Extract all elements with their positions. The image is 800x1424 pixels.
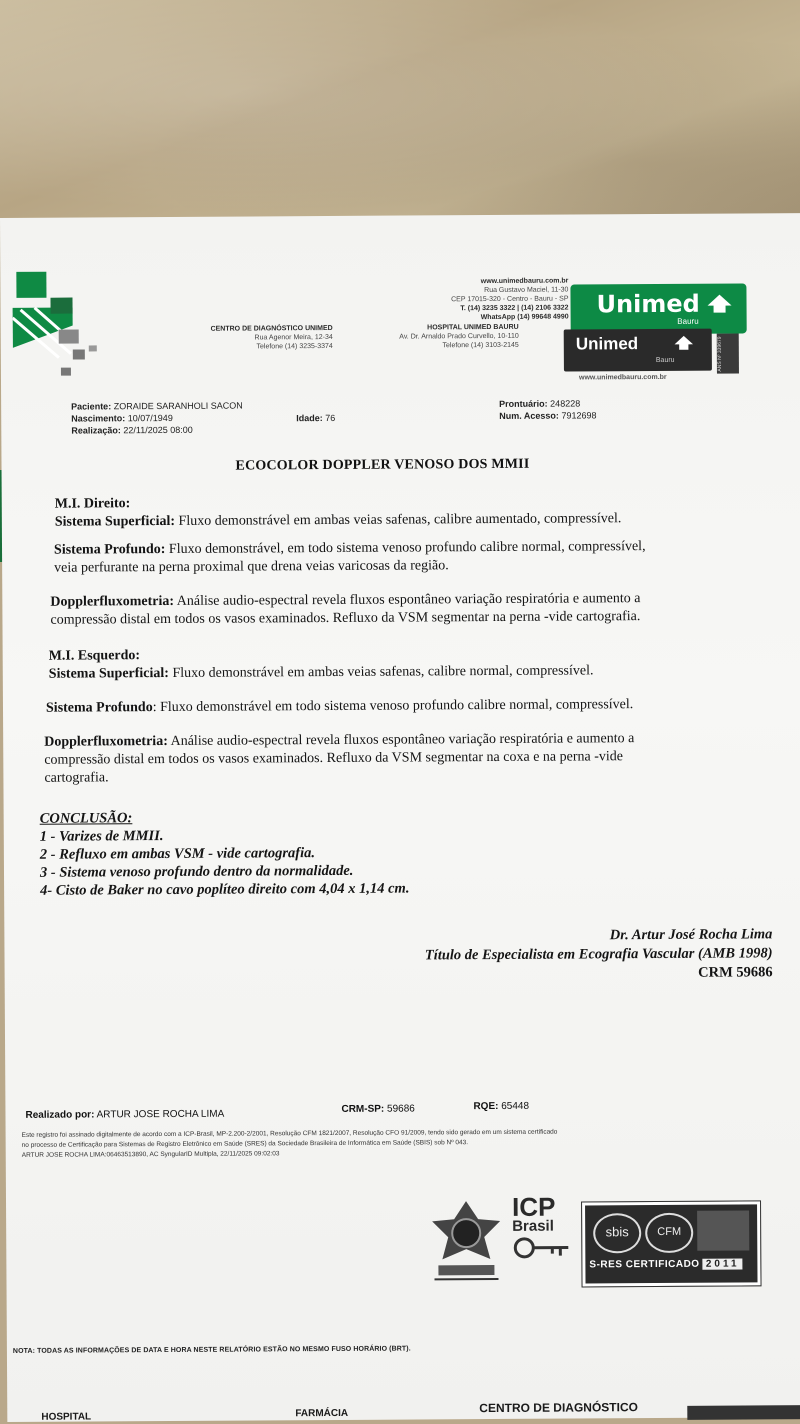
header-cep: CEP 17015-320 - Centro - Bauru - SP <box>380 295 568 305</box>
crm-sp <box>341 1103 414 1114</box>
performed-by-name: ARTUR JOSE ROCHA LIMA <box>97 1109 225 1121</box>
report-title: ECOCOLOR DOPPLER VENOSO DOS MMII <box>235 457 529 475</box>
doctor-crm: CRM 59686 <box>425 963 773 984</box>
left-doppler-text-3: cartografia. <box>44 770 108 785</box>
bottom-label-diagnostic-center: CENTRO DE DIAGNÓSTICO <box>479 1400 638 1415</box>
header-whatsapp: WhatsApp (14) 99648 4990 <box>381 313 569 323</box>
right-deep-label: Sistema Profundo: <box>54 542 165 558</box>
unimed-tree-icon <box>706 294 732 314</box>
patient-name-label: Paciente: <box>71 401 111 411</box>
legal-line-1: Este registro foi assinado digitalmente de acordo com a ICP-Brasil, MP-2.200-2/2001, Resolução CFM 1821/2007, Resolução CFO 91/2009, tendo sido gerado em um sistema certificado <box>22 1126 742 1140</box>
rqe <box>473 1101 529 1112</box>
crm-sp-label: CRM-SP: <box>341 1104 384 1115</box>
hospital-block <box>345 323 519 351</box>
patient-age: 76 <box>325 413 335 423</box>
record-label: Prontuário: <box>499 399 548 409</box>
icp-seal-bottom: Brasil <box>512 1218 590 1234</box>
left-superficial-text: Fluxo demonstrável em ambas veias safenas, calibre normal, compressível. <box>169 663 594 681</box>
hospital-address: Av. Dr. Arnaldo Prado Curvello, 10-110 <box>345 332 519 342</box>
crm-sp-value: 59686 <box>387 1103 415 1114</box>
header-phone: T. (14) 3235 3322 | (14) 2106 3322 <box>381 304 569 314</box>
left-deep-label: Sistema Profundo <box>46 700 153 716</box>
conclusion-heading: CONCLUSÃO: <box>40 808 409 828</box>
sbis-logo: sbis <box>593 1213 641 1253</box>
patient-age-row <box>296 413 335 423</box>
icp-brasil-seal <box>512 1194 591 1286</box>
left-doppler-section <box>44 730 634 788</box>
right-deep-text-1: Fluxo demonstrável, em todo sistema venoso profundo calibre normal, compressível, <box>165 539 645 557</box>
bottom-label-hospital: HOSPITAL <box>41 1411 91 1422</box>
hospital-name: HOSPITAL UNIMED BAURU <box>345 323 519 333</box>
icp-seal-top: ICP <box>512 1194 590 1218</box>
ans-strip: ANS Nº 339679 <box>717 333 739 373</box>
right-leg-section <box>55 492 622 531</box>
patient-name-row <box>71 401 243 412</box>
unimed-brand-badge <box>570 283 746 334</box>
left-leg-section <box>49 644 594 683</box>
conclusion-item: 1 - Varizes de MMII. <box>40 826 409 846</box>
exam-date: 22/11/2025 08:00 <box>123 425 192 435</box>
countertop-background <box>0 0 800 232</box>
right-leg-heading: M.I. Direito: <box>55 496 131 511</box>
cfm-logo: CFM <box>645 1213 693 1253</box>
certificate-detail-box <box>697 1210 749 1250</box>
patient-name: ZORAIDE SARANHOLI SACON <box>114 401 243 412</box>
cdu-phone: Telefone (14) 3235-3374 <box>161 342 333 352</box>
header-website: www.unimedbauru.com.br <box>380 277 568 287</box>
header-website-secondary: www.unimedbauru.com.br <box>579 374 667 382</box>
conclusion-item: 2 - Refluxo em ambas VSM - vide cartografia. <box>40 844 409 864</box>
rqe-value: 65448 <box>501 1101 529 1112</box>
exam-date-label: Realização: <box>71 425 121 435</box>
right-doppler-section <box>50 590 640 630</box>
right-deep-text-2: veia perfurante na perna proximal que drena veias varicosas da região. <box>54 558 449 575</box>
doctor-name: Dr. Artur José Rocha Lima <box>425 925 773 946</box>
report-sheet <box>0 213 800 1422</box>
brand-city: Bauru <box>677 317 698 326</box>
sres-certified-label <box>589 1258 742 1270</box>
unimed-brand-badge-secondary <box>564 329 712 372</box>
left-leg-heading: M.I. Esquerdo: <box>49 648 140 664</box>
key-icon <box>512 1235 572 1261</box>
patient-birth: 10/07/1949 <box>128 413 173 423</box>
record-row <box>499 398 580 408</box>
access-row <box>499 410 596 421</box>
right-superficial-label: Sistema Superficial: <box>55 514 175 530</box>
left-doppler-label: Dopplerfluxometria: <box>44 734 168 750</box>
cdu-block <box>161 324 333 352</box>
conclusion-item: 3 - Sistema venoso profundo dentro da normalidade. <box>40 862 409 882</box>
header-address: Rua Gustavo Maciel, 11-30 <box>380 286 568 296</box>
performed-by-label: Realizado por: <box>25 1109 94 1120</box>
right-doppler-text-1: Análise audio-espectral revela fluxos espontâneo variação respiratória e aumento a <box>174 591 641 609</box>
left-doppler-text-2: compressão distal em todos os vasos examinados. Refluxo da VSM segmentar na coxa e na perna -vide <box>44 749 623 768</box>
header-contact-block <box>380 277 568 323</box>
unimed-tree-icon <box>674 335 694 351</box>
hospital-phone: Telefone (14) 3103-2145 <box>345 341 519 351</box>
legal-line-3: ARTUR JOSE ROCHA LIMA:06463513890, AC SyngularID Multipla, 22/11/2025 09:02:03 <box>22 1146 742 1160</box>
unimed-logo-icon <box>12 267 105 384</box>
patient-age-label: Idade: <box>296 413 323 423</box>
bottom-label-pharmacy: FARMÁCIA <box>295 1408 348 1419</box>
timezone-note: NOTA: TODAS AS INFORMAÇÕES DE DATA E HORA NESTE RELATÓRIO ESTÃO NO MESMO FUSO HORÁRIO (BRT). <box>13 1346 411 1355</box>
signature-block <box>425 925 773 984</box>
conclusion-block <box>40 808 410 900</box>
record-number: 248228 <box>550 398 580 408</box>
sbis-cfm-certification-seal <box>582 1201 761 1286</box>
sres-text: S-RES CERTIFICADO <box>589 1259 699 1271</box>
right-deep-section <box>54 538 646 578</box>
cdu-name: CENTRO DE DIAGNÓSTICO UNIMED <box>161 324 333 334</box>
doctor-title: Título de Especialista em Ecografia Vascular (AMB 1998) <box>425 944 773 965</box>
cdu-address: Rua Agenor Meira, 12-34 <box>161 333 333 343</box>
left-superficial-label: Sistema Superficial: <box>49 666 169 682</box>
brand-city-secondary: Bauru <box>656 357 675 364</box>
patient-birth-label: Nascimento: <box>71 413 125 423</box>
conclusion-item: 4- Cisto de Baker no cavo poplíteo direito com 4,04 x 1,14 cm. <box>40 880 409 900</box>
legal-line-2: no processo de Certificação para Sistemas de Registro Eletrônico em Saúde (SRES) da Sociedade Brasileira de Informática em Saúde (SBIS) sob Nº 043. <box>22 1136 742 1150</box>
brand-name: Unimed <box>596 290 699 319</box>
rqe-label: RQE: <box>473 1101 498 1112</box>
brand-name-secondary: Unimed <box>576 334 638 354</box>
sres-year: 2011 <box>703 1258 743 1269</box>
bottom-dark-badge <box>687 1405 800 1420</box>
access-label: Num. Acesso: <box>499 411 559 421</box>
left-doppler-text-1: Análise audio-espectral revela fluxos espontâneo variação respiratória e aumento a <box>168 731 635 749</box>
right-doppler-label: Dopplerfluxometria: <box>50 594 174 610</box>
access-number: 7912698 <box>561 410 596 420</box>
digital-signature-notice <box>22 1126 742 1160</box>
right-superficial-text: Fluxo demonstrável em ambas veias safenas, calibre aumentado, compressível. <box>175 511 621 529</box>
left-deep-section <box>46 696 633 718</box>
exam-date-row <box>71 425 193 436</box>
brazil-coat-of-arms-icon <box>426 1199 507 1283</box>
patient-birth-row <box>71 413 173 424</box>
right-doppler-text-2: compressão distal em todos os vasos examinados. Refluxo da VSM segmentar na perna -vide cartografia. <box>50 609 640 628</box>
left-deep-text: : Fluxo demonstrável em todo sistema venoso profundo calibre normal, compressível. <box>153 697 634 715</box>
performed-by <box>25 1109 224 1121</box>
